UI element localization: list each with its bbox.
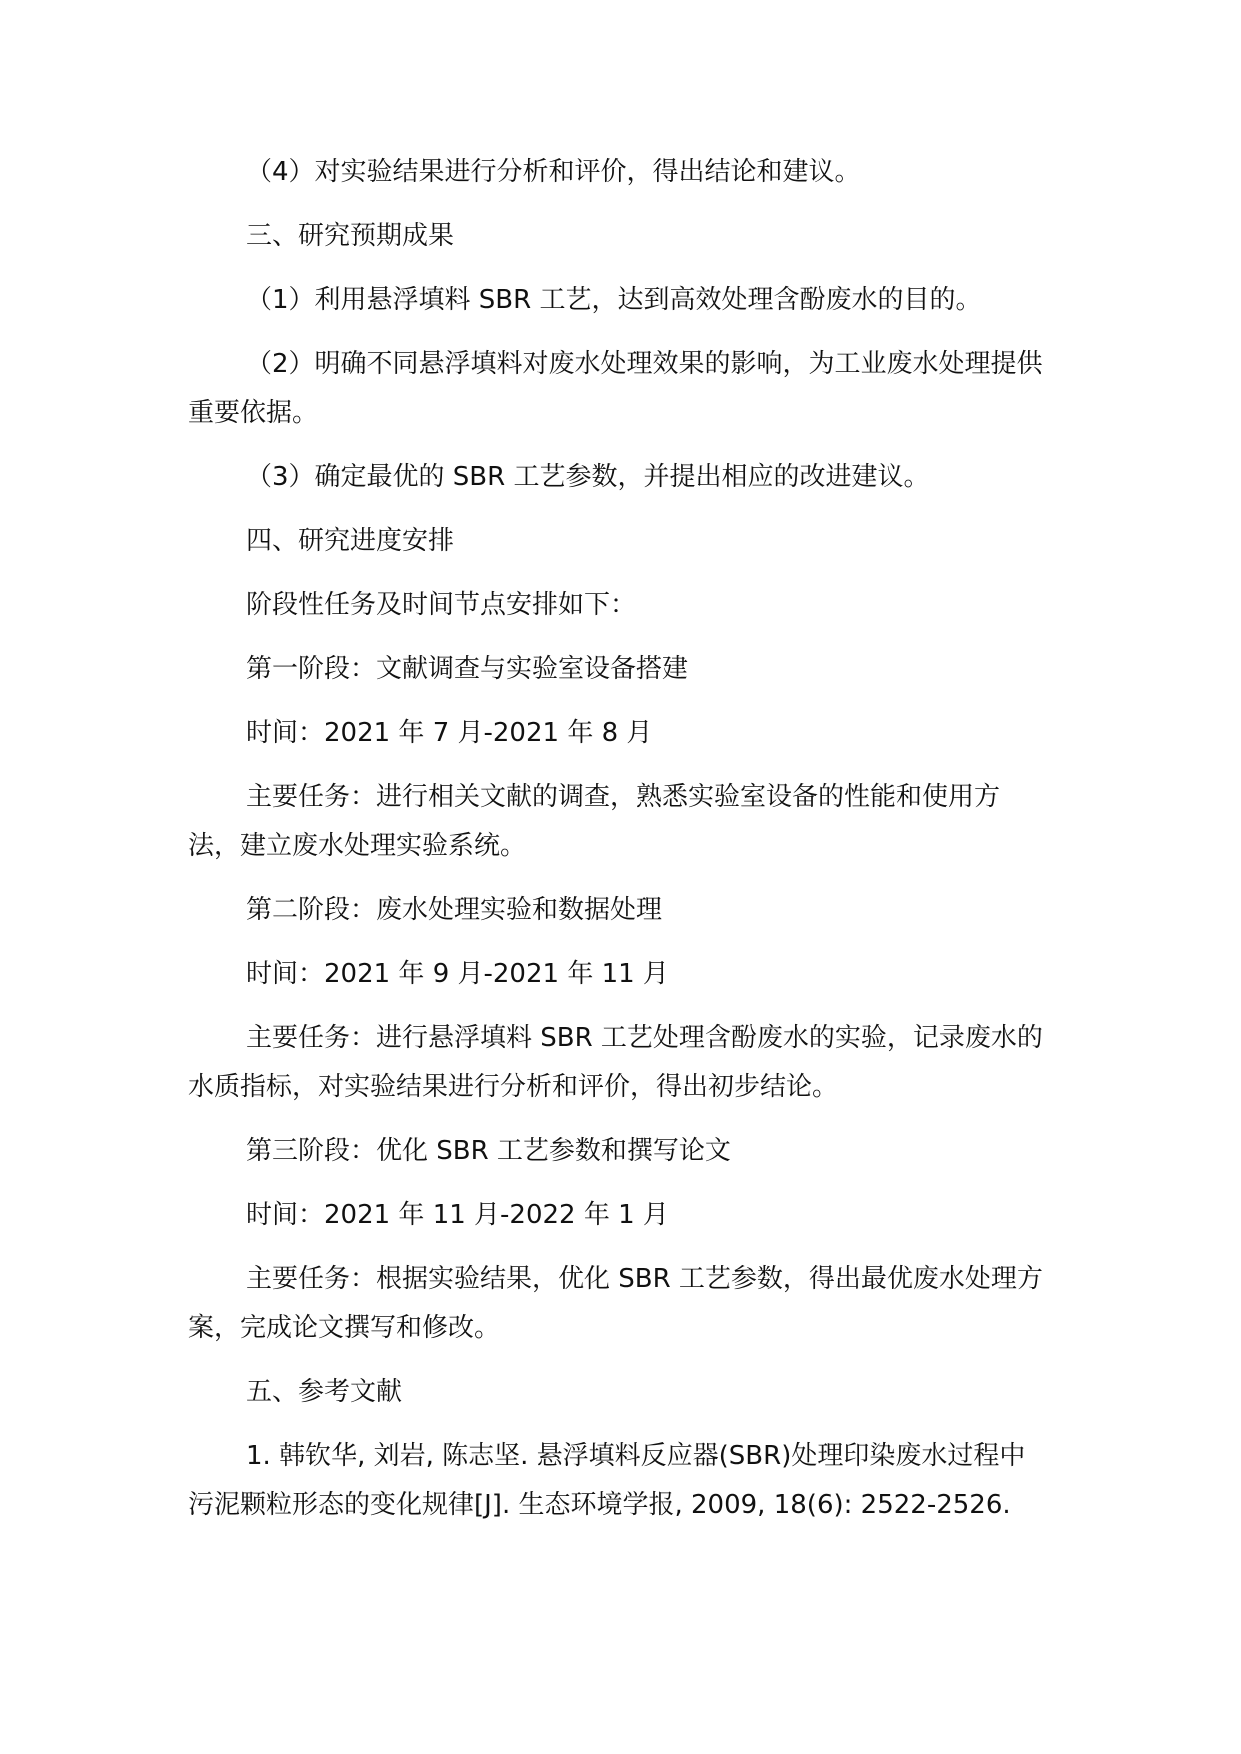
- paragraph-stage-2: 第二阶段：废水处理实验和数据处理: [246, 895, 663, 925]
- paragraph-stage-2-time: 时间：2021 年 9 月-2021 年 11 月: [246, 959, 669, 989]
- paragraph-result-2: （2）明确不同悬浮填料对废水处理效果的影响，为工业废水处理提供重要依据。: [188, 349, 1043, 428]
- paragraph-stage-3: 第三阶段：优化 SBR 工艺参数和撰写论文: [246, 1136, 731, 1166]
- reference-item-1: 1. 韩钦华, 刘岩, 陈志坚. 悬浮填料反应器(SBR)处理印染废水过程中污泥颗粒形态的变化规律[J]. 生态环境学报, 2009, 18(6): 2522-2526.: [188, 1441, 1026, 1520]
- heading-schedule: 四、研究进度安排: [246, 526, 455, 556]
- heading-references: 五、参考文献: [246, 1377, 403, 1407]
- paragraph-result-1: （1）利用悬浮填料 SBR 工艺，达到高效处理含酚废水的目的。: [246, 285, 982, 315]
- paragraph-stage-3-task: 主要任务：根据实验结果，优化 SBR 工艺参数，得出最优废水处理方案，完成论文撰写和修改。: [188, 1264, 1043, 1343]
- paragraph-step-4: （4）对实验结果进行分析和评价，得出结论和建议。: [246, 157, 861, 187]
- paragraph-stage-2-task: 主要任务：进行悬浮填料 SBR 工艺处理含酚废水的实验，记录废水的水质指标，对实验结果进行分析和评价，得出初步结论。: [188, 1023, 1043, 1102]
- paragraph-stage-1: 第一阶段：文献调查与实验室设备搭建: [246, 654, 689, 684]
- paragraph-stage-3-time: 时间：2021 年 11 月-2022 年 1 月: [246, 1200, 669, 1230]
- heading-expected-results: 三、研究预期成果: [246, 221, 455, 251]
- paragraph-stage-1-task: 主要任务：进行相关文献的调查，熟悉实验室设备的性能和使用方法，建立废水处理实验系统。: [188, 782, 1001, 861]
- paragraph-schedule-intro: 阶段性任务及时间节点安排如下：: [246, 590, 637, 620]
- paragraph-result-3: （3）确定最优的 SBR 工艺参数，并提出相应的改进建议。: [246, 462, 930, 492]
- paragraph-stage-1-time: 时间：2021 年 7 月-2021 年 8 月: [246, 718, 653, 748]
- document-body: [188, 148, 1050, 1530]
